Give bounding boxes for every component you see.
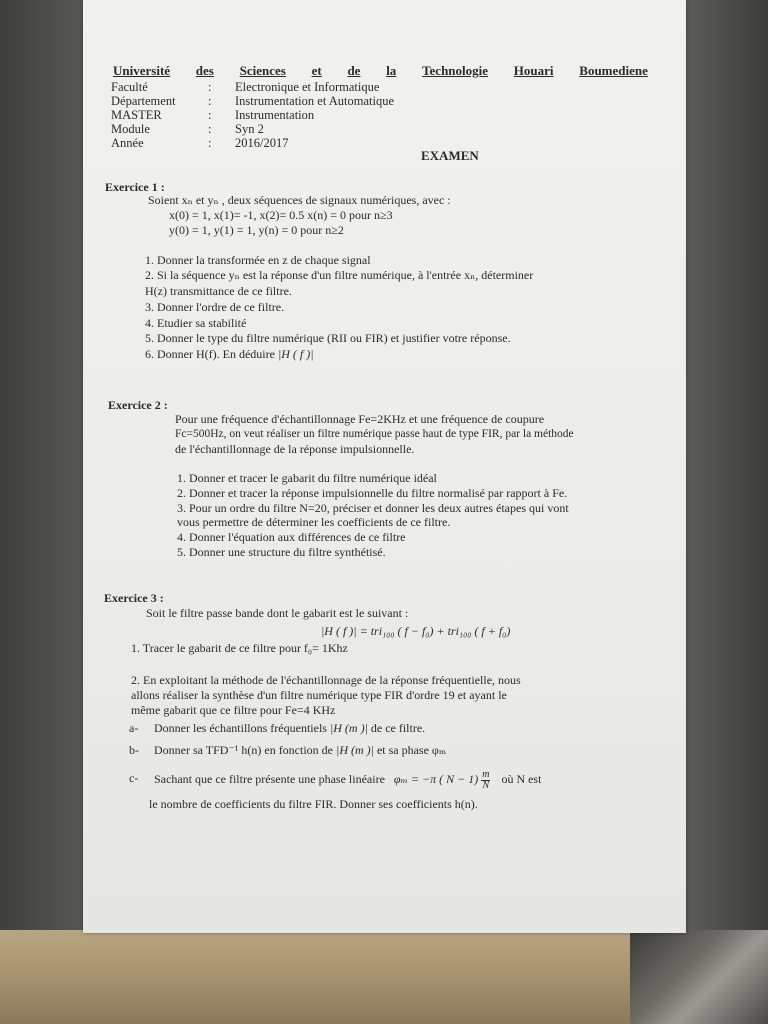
title-word: et [311, 63, 322, 78]
ex1-item-2-cont: H(z) transmittance de ce filtre. [145, 284, 292, 298]
abs-h-m-formula: |H (m )| [329, 721, 368, 735]
year-sep: : [208, 136, 212, 150]
ex2-item-3: 3. Pour un ordre du filtre N=20, préciser et donner les deux autres étapes qui vont [177, 501, 569, 515]
ex1-item-5: 5. Donner le type du filtre numérique (RII ou FIR) et justifier votre réponse. [145, 331, 511, 345]
ex3-item-2-line-3: même gabarit que ce filtre pour Fe=4 KHz [131, 703, 336, 717]
ex3-b-text: Donner sa TFD⁻¹ h(n) en fonction de [154, 743, 334, 757]
ex2-item-4: 4. Donner l'équation aux différences de ce filtre [177, 530, 406, 544]
ex1-item-6 [145, 347, 314, 361]
ex1-intro: Soient xₙ et yₙ , deux séquences de signaux numériques, avec : [148, 193, 451, 207]
title-word: des [195, 63, 214, 78]
university-title [113, 63, 648, 79]
ex3-b-label: b- [129, 743, 139, 757]
exam-paper [83, 0, 686, 933]
desk-object [630, 930, 768, 1024]
faculty-value: Electronique et Informatique [235, 80, 380, 94]
department-value: Instrumentation et Automatique [235, 94, 394, 108]
master-sep: : [208, 108, 212, 122]
ex2-item-5: 5. Donner une structure du filtre synthétisé. [177, 545, 386, 559]
fraction-numerator: m [482, 768, 490, 780]
module-value: Syn 2 [235, 122, 264, 136]
department-label: Département [111, 94, 176, 108]
faculty-label: Faculté [111, 80, 148, 94]
ex1-item-6-text: 6. Donner H(f). En déduire [145, 347, 275, 361]
ex3-c-label: c- [129, 771, 139, 785]
ex2-intro-1: Pour une fréquence d'échantillonnage Fe=2KHz et une fréquence de coupure [175, 412, 545, 426]
ex1-y-values: y(0) = 1, y(1) = 1, y(n) = 0 pour n≥2 [169, 223, 344, 237]
title-word: la [386, 63, 397, 78]
master-label: MASTER [111, 108, 162, 122]
ex1-x-values: x(0) = 1, x(1)= -1, x(2)= 0.5 x(n) = 0 pour n≥3 [169, 208, 393, 222]
ex2-item-3-cont: vous permettre de déterminer les coefficients de ce filtre. [177, 515, 451, 529]
ex1-item-2: 2. Si la séquence yₙ est la réponse d'un filtre numérique, à l'entrée xₙ, déterminer [145, 268, 534, 282]
fraction-denominator: N [482, 779, 490, 791]
title-word: de [347, 63, 361, 78]
ex3-b [154, 743, 446, 757]
linear-phase-formula: φₘ = −π ( N − 1) [393, 772, 479, 786]
title-word: Houari [513, 63, 554, 78]
title-word: Boumediene [579, 63, 648, 78]
ex1-item-1: 1. Donner la transformée en z de chaque signal [145, 253, 371, 267]
m-over-n-fraction [481, 770, 490, 791]
ex3-a-label: a- [129, 721, 139, 735]
ex3-c-tail: où N est [501, 772, 542, 786]
title-word: Sciences [239, 63, 286, 78]
ex2-intro-3: de l'échantillonnage de la réponse impulsionnelle. [175, 442, 415, 456]
ex3-c-line-2: le nombre de coefficients du filtre FIR. Donner ses coefficients h(n). [149, 797, 478, 811]
ex1-item-3: 3. Donner l'ordre de ce filtre. [145, 300, 285, 314]
ex3-a [154, 721, 425, 735]
ex3-c [154, 768, 541, 791]
ex3-item-2-line-2: allons réaliser la synthèse d'un filtre numérique type FIR d'ordre 19 et ayant le [131, 688, 507, 702]
ex2-intro-2: Fc=500Hz, on veut réaliser un filtre numérique passe haut de type FIR, par la méthode [175, 428, 574, 440]
faculty-sep: : [208, 80, 212, 94]
ex3-title: Exercice 3 : [104, 591, 164, 605]
ex3-c-text: Sachant que ce filtre présente une phase linéaire [154, 772, 385, 786]
ex2-item-2: 2. Donner et tracer la réponse impulsionnelle du filtre normalisé par rapport à Fe. [177, 486, 568, 500]
master-value: Instrumentation [235, 108, 315, 122]
abs-h-f-formula: |H ( f )| [277, 347, 314, 361]
module-label: Module [111, 122, 150, 136]
title-word: Technologie [422, 63, 489, 78]
ex2-title: Exercice 2 : [108, 398, 168, 412]
ex3-item-2-line-1: 2. En exploitant la méthode de l'échantillonnage de la réponse fréquentielle, nous [131, 673, 521, 687]
ex3-item-1: 1. Tracer le gabarit de ce filtre pour f₀= 1Khz [131, 641, 348, 655]
ex1-item-4: 4. Etudier sa stabilité [145, 316, 247, 330]
ex1-title: Exercice 1 : [105, 180, 165, 194]
ex2-item-1: 1. Donner et tracer le gabarit du filtre numérique idéal [177, 471, 437, 485]
ex3-b-tail: et sa phase φₘ [376, 743, 447, 757]
year-value: 2016/2017 [235, 136, 289, 150]
department-sep: : [208, 94, 212, 108]
exam-title: EXAMEN [421, 148, 479, 163]
title-word: Université [113, 63, 171, 78]
module-sep: : [208, 122, 212, 136]
ex3-a-tail: de ce filtre. [370, 721, 426, 735]
ex3-intro: Soit le filtre passe bande dont le gabarit est le suivant : [146, 606, 409, 620]
year-label: Année [111, 136, 144, 150]
abs-h-m-formula: |H (m )| [336, 743, 374, 757]
ex3-gabarit-formula: |H ( f )| = tri₁₀₀ ( f − f₀) + tri₁₀₀ ( f + f₀) [321, 624, 511, 638]
ex3-a-text: Donner les échantillons fréquentiels [154, 721, 327, 735]
